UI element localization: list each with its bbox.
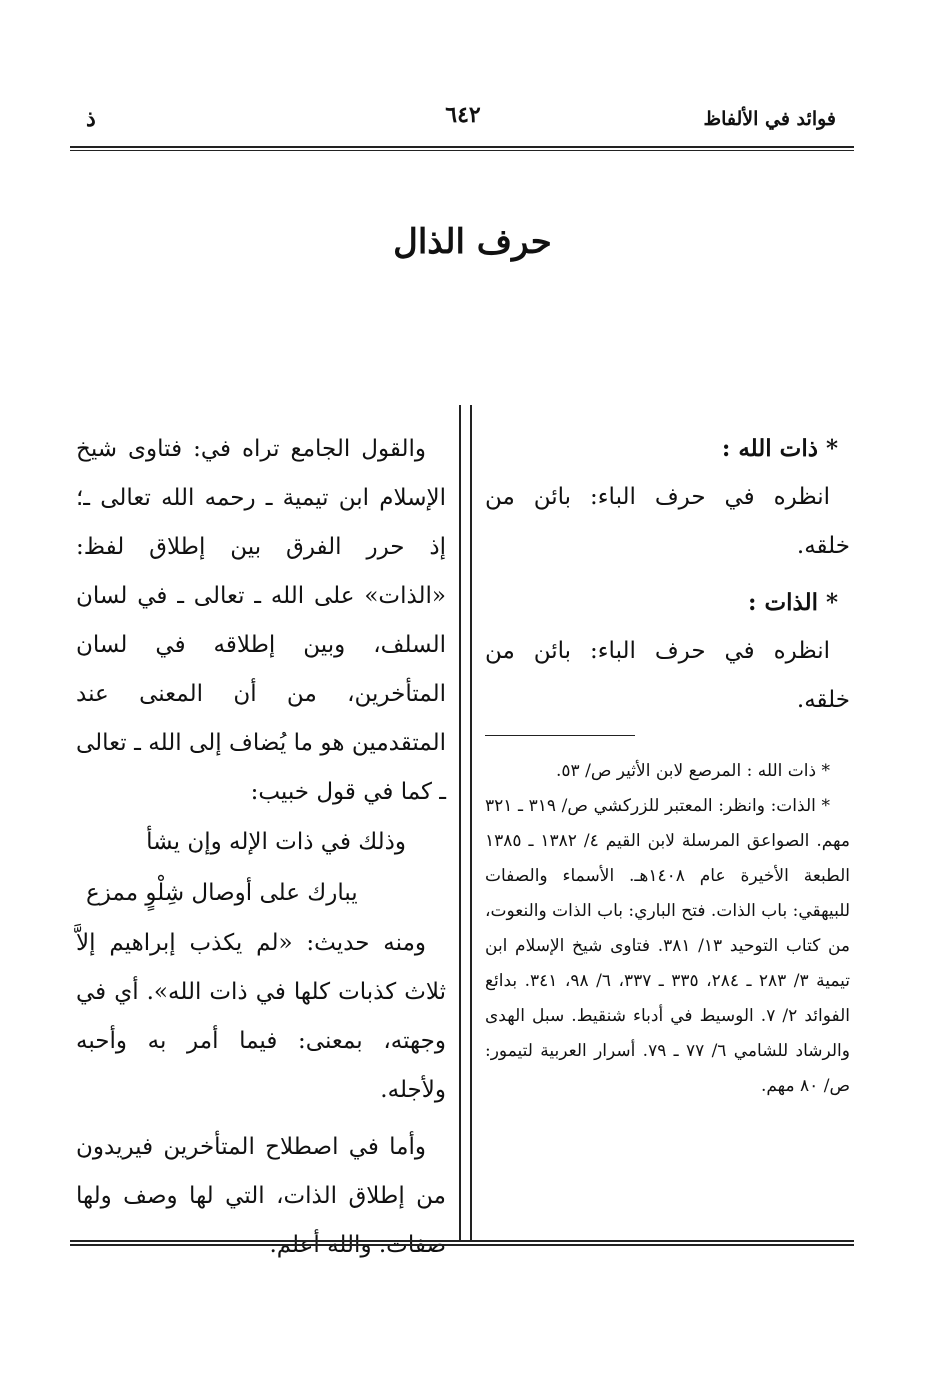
column-divider: [459, 405, 472, 1241]
footnote: * الذات: وانظر: المعتبر للزركشي ص/ ٣١٩ ـ ٣٢١ مهم. الصواعق المرسلة لابن القيم ٤/ ١٣٨٢ ـ ١٣٨٥ الطبعة الأخيرة عام ١٤٠٨هـ. الأسماء والصفات للبيهقي: باب الذات. فتح الباري: باب الذات والنعوت، من كتاب التوحيد ١٣/ ٣٨١. فتاوى شيخ الإسلام ابن تيمية ٣/ ٢٨٣ ـ ٢٨٤، ٣٣٥ ـ ٣٣٧، ٦/ ٩٨، ٣٤١. بدائع الفوائد ٢/ ٧. الوسيط في أدباء شنقيط. سبل الهدى والرشاد للشامي ٦/ ٧٧ ـ ٧٩. أسرار العربية لتيمور: ص/ ٨٠ مهم.: [485, 796, 851, 1096]
left-column: [76, 425, 446, 1270]
verse-line: وذلك في ذات الإله وإن يشأ: [146, 829, 406, 855]
header-rule: [70, 146, 854, 151]
entry-text: انظره في حرف الباء: بائن من خلقه.: [485, 638, 850, 713]
book-title: فوائد في الألفاظ: [703, 108, 836, 130]
footnote: * ذات الله : المرصع لابن الأثير ص/ ٥٣.: [556, 761, 830, 781]
entry-text: انظره في حرف الباء: بائن من خلقه.: [485, 484, 850, 559]
paragraph: ومنه حديث: «لم يكذب إبراهيم إلاَّ ثلاث كذبات كلها في ذات الله». أي في وجهته، بمعنى: فيما أمر به وأحبه ولأجله.: [76, 930, 446, 1103]
verse-line: يبارك على أوصال شِلْوٍ ممزع: [86, 880, 358, 906]
footer-rule: [70, 1240, 854, 1246]
running-header: [72, 100, 854, 140]
entry-heading: * الذات :: [747, 589, 838, 616]
right-column: [485, 425, 850, 1104]
page-number: ٦٤٢: [445, 102, 481, 128]
paragraph: وأما في اصطلاح المتأخرين فيريدون من إطلاق الذات، التي لها وصف ولها صفات. والله أعلم.: [76, 1134, 446, 1258]
section-letter: ذ: [86, 106, 96, 132]
footnote-separator: [485, 735, 635, 736]
paragraph: والقول الجامع تراه في: فتاوى شيخ الإسلام ابن تيمية ـ رحمه الله تعالى ـ؛ إذ حرر الفرق بين إطلاق لفظ: «الذات» على الله ـ تعالى ـ في لسان السلف، وبين إطلاقه في لسان المتأخرين، من أن المعنى عند المتقدمين هو ما يُضاف إلى الله ـ تعالى ـ كما في قول خبيب:: [76, 436, 446, 805]
entry-heading: * ذات الله :: [721, 435, 838, 462]
chapter-title: حرف الذال: [393, 222, 552, 262]
